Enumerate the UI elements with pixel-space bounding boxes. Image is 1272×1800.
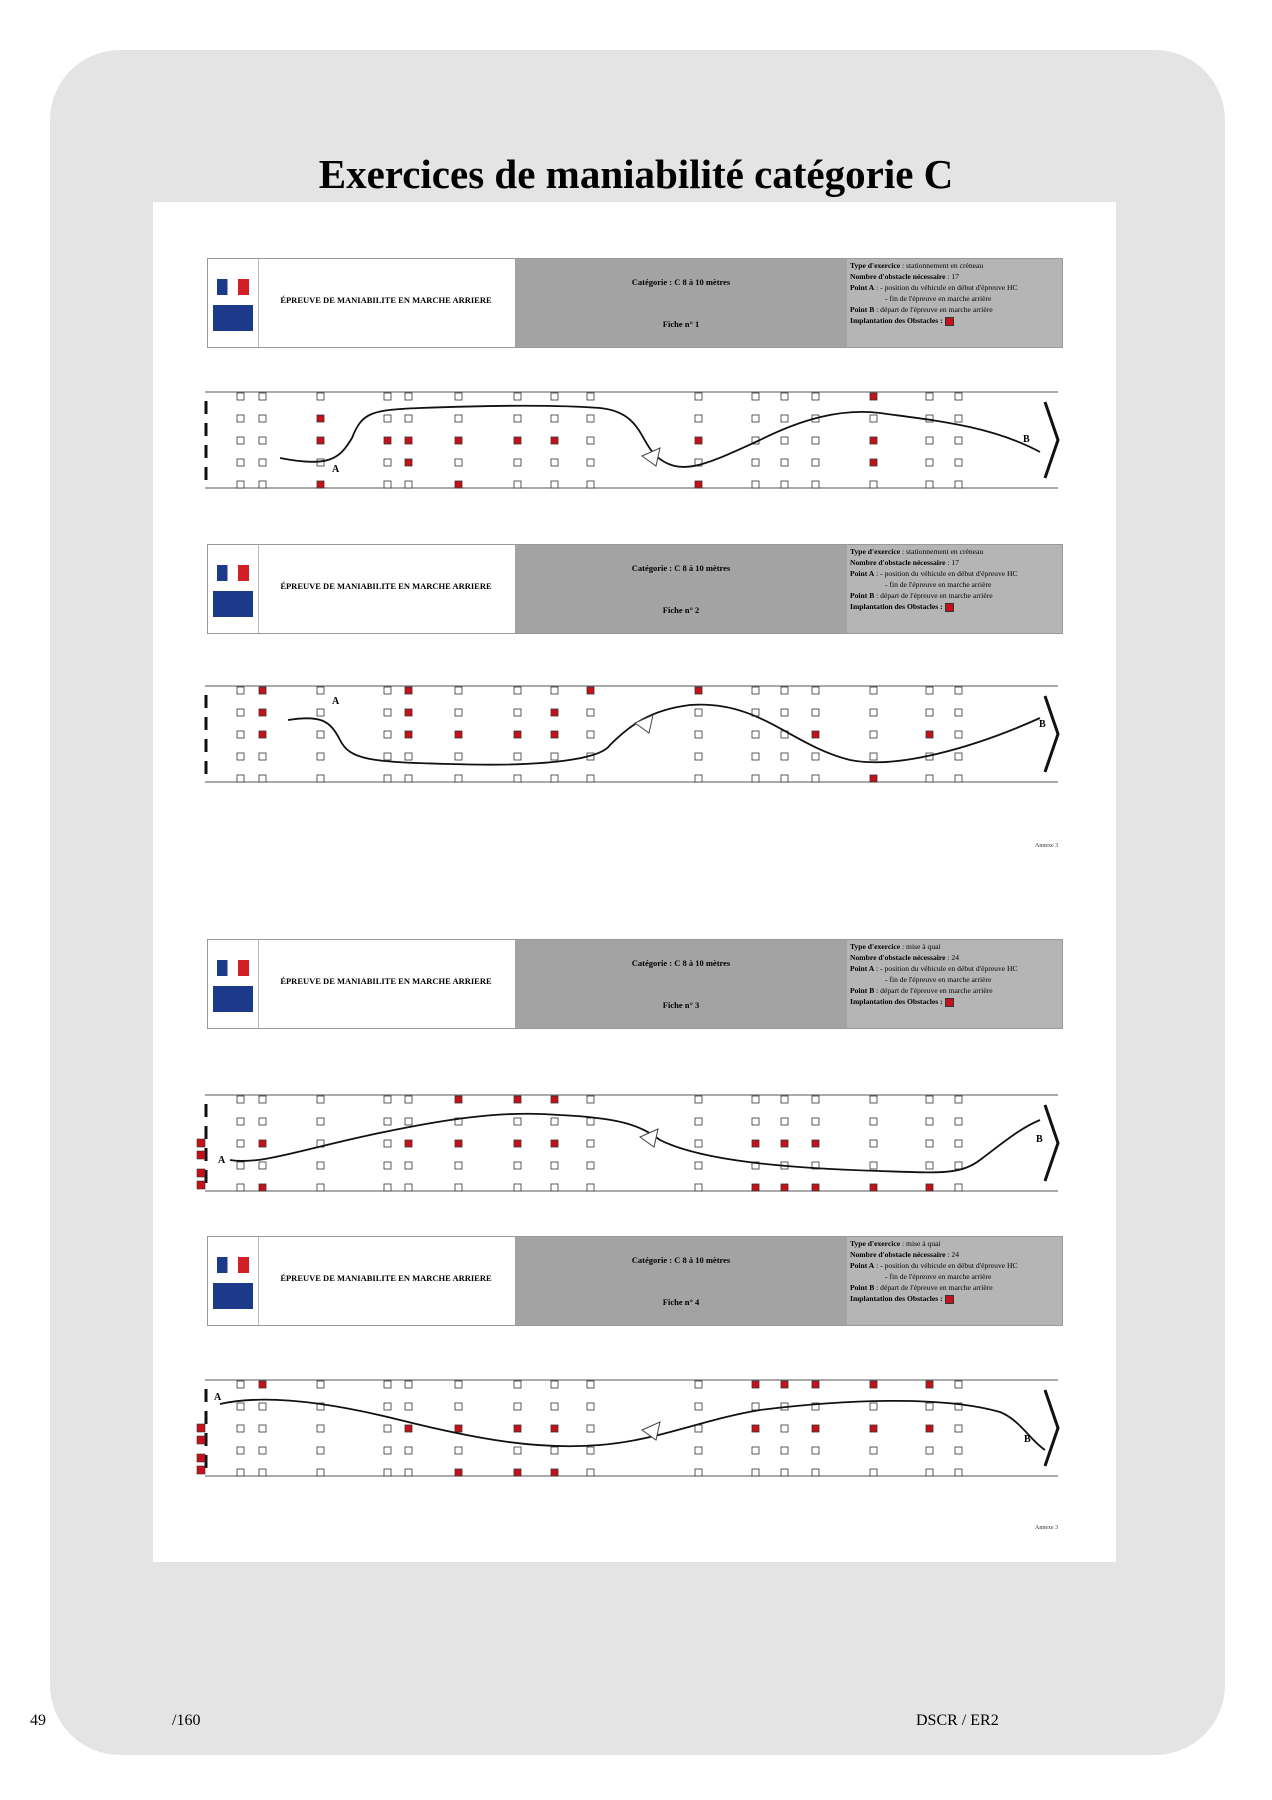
exercise-info: Type d'exercice : stationnement en créneau Nombre d'obstacle nécessaire : 17 Point A : - position du véhicule en début d'épreuve HC - fin de l'épreuve en marche arrière Point B : départ de l'épreuve en marche arrière Implantation des Obstacles : — [847, 545, 1062, 633]
svg-text:A: A — [214, 1392, 222, 1403]
fiche-number: Fiche n° 1 — [662, 319, 700, 329]
category-label: Catégorie : C 8 à 10 mètres — [631, 1255, 731, 1265]
epreuve-label: ÉPREUVE DE MANIABILITE EN MARCHE ARRIERE — [280, 1273, 492, 1283]
page-total: /160 — [172, 1712, 201, 1729]
epreuve-label: ÉPREUVE DE MANIABILITE EN MARCHE ARRIERE — [280, 581, 492, 591]
svg-text:A: A — [332, 464, 340, 475]
page-number: 49 — [30, 1712, 46, 1729]
svg-text:B: B — [1039, 719, 1046, 730]
category-label: Catégorie : C 8 à 10 mètres — [631, 563, 731, 573]
svg-text:B: B — [1024, 1434, 1031, 1445]
page-title: Exercices de maniabilité catégorie C — [318, 151, 954, 197]
course-diagram-1 — [205, 392, 1058, 488]
fiche-number: Fiche n° 4 — [662, 1297, 700, 1307]
fiche-number: Fiche n° 3 — [662, 1000, 700, 1010]
exercise-info: Type d'exercice : mise à quai Nombre d'obstacle nécessaire : 24 Point A : - position du véhicule en début d'épreuve HC - fin de l'épreuve en marche arrière Point B : départ de l'épreuve en marche arrière Implantation des Obstacles : — [847, 940, 1062, 1028]
category-label: Catégorie : C 8 à 10 mètres — [631, 958, 731, 968]
svg-text:A: A — [218, 1155, 226, 1166]
course-diagram-2 — [205, 686, 1058, 782]
doc-code: DSCR / ER2 — [916, 1712, 999, 1729]
course-diagram-3 — [197, 1095, 1058, 1191]
exercise-info: Type d'exercice : stationnement en créneau Nombre d'obstacle nécessaire : 17 Point A : - position du véhicule en début d'épreuve HC - fin de l'épreuve en marche arrière Point B : départ de l'épreuve en marche arrière Implantation des Obstacles : — [847, 259, 1062, 347]
exercise-info: Type d'exercice : mise à quai Nombre d'obstacle nécessaire : 24 Point A : - position du véhicule en début d'épreuve HC - fin de l'épreuve en marche arrière Point B : départ de l'épreuve en marche arrière Implantation des Obstacles : — [847, 1237, 1062, 1325]
svg-text:A: A — [332, 696, 340, 707]
annexe-label: Annexe 3 — [1035, 1525, 1059, 1531]
course-diagram-4 — [197, 1380, 1058, 1476]
fiche-number: Fiche n° 2 — [662, 605, 700, 615]
svg-text:B: B — [1023, 434, 1030, 445]
annexe-label: Annexe 3 — [1035, 843, 1059, 849]
epreuve-label: ÉPREUVE DE MANIABILITE EN MARCHE ARRIERE — [280, 976, 492, 986]
epreuve-label: ÉPREUVE DE MANIABILITE EN MARCHE ARRIERE — [280, 295, 492, 305]
svg-text:B: B — [1036, 1134, 1043, 1145]
category-label: Catégorie : C 8 à 10 mètres — [631, 277, 731, 287]
